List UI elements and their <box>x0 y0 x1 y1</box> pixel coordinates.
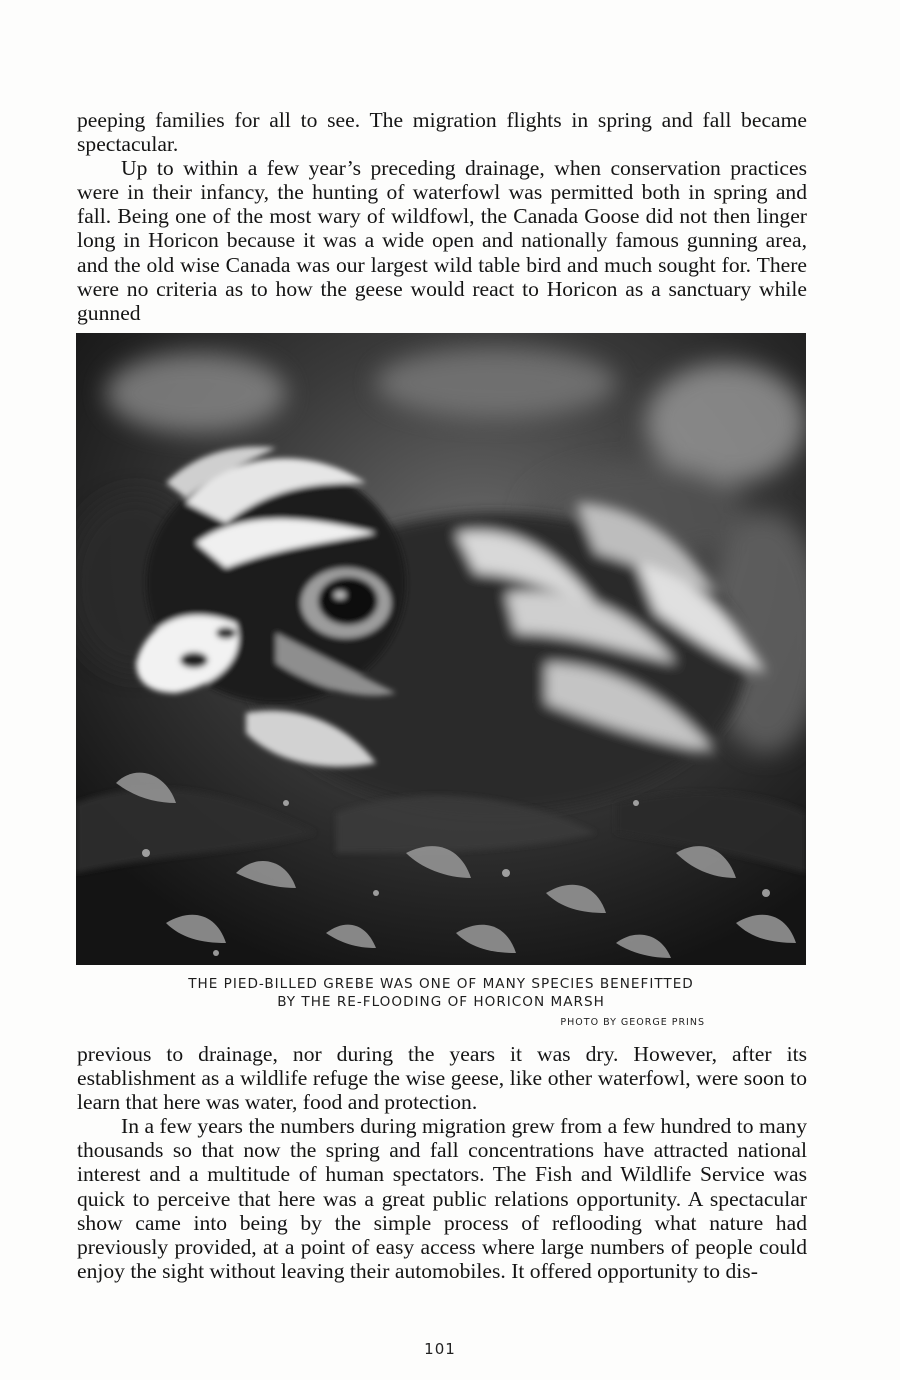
grebe-chick-image <box>76 333 806 965</box>
photo-caption <box>76 975 806 1011</box>
caption-line: THE PIED-BILLED GREBE WAS ONE OF MANY SPECIES BENEFITTED <box>188 976 694 992</box>
photo-credit: PHOTO BY GEORGE PRINS <box>560 1017 705 1028</box>
paragraph: peeping families for all to see. The migration flights in spring and fall became spectacular. <box>77 108 807 157</box>
caption-line: BY THE RE-FLOODING OF HORICON MARSH <box>277 994 605 1010</box>
top-text-block <box>77 108 807 325</box>
page-number: 101 <box>424 1340 456 1358</box>
paragraph: In a few years the numbers during migration grew from a few hundred to many thousands so that now the spring and fall concentrations have attracted national interest and a multitude of human spectators. The Fish and Wildlife Service was quick to perceive that here was a great public relations opportunity. A spectacular show came into being by the simple process of reflooding what nature had previously provided, at a point of easy access where large numbers of people could enjoy the sight without leaving their automobiles. It offered opportunity to dis- <box>77 1114 807 1283</box>
paragraph: Up to within a few year’s preceding drainage, when conservation practices were in their infancy, the hunting of waterfowl was permitted both in spring and fall. Being one of the most wary of wildfowl, the Canada Goose did not then linger long in Horicon because it was a wide open and nationally famous gunning area, and the old wise Canada was our largest wild table bird and much sought for. There were no criteria as to how the geese would react to Horicon as a sanctuary while gunned <box>77 156 807 325</box>
bottom-text-block <box>77 1042 807 1283</box>
paragraph: previous to drainage, nor during the years it was dry. However, after its establishment as a wildlife refuge the wise geese, like other waterfowl, were soon to learn that here was water, food and protection. <box>77 1042 807 1115</box>
grebe-photo <box>76 333 806 965</box>
